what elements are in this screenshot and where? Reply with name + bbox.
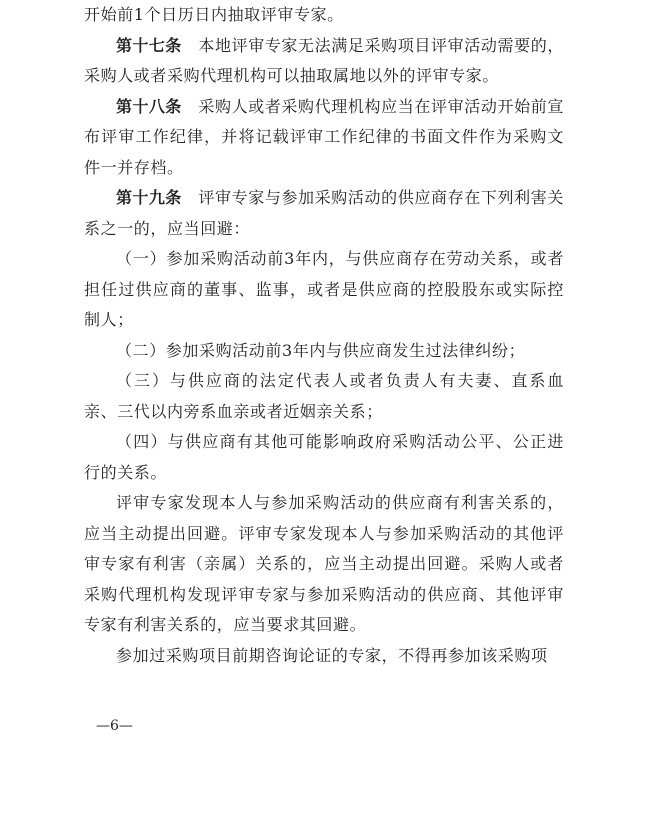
paragraph-text: （四）与供应商有其他可能影响政府采购活动公平、公正进行的关系。	[84, 432, 564, 482]
article-18	[84, 92, 564, 184]
paragraph-text: （一）参加采购活动前3年内，与供应商存在劳动关系，或者担任过供应商的董事、监事，或者是供应商的控股股东或实际控制人；	[84, 249, 564, 329]
article-number: 第十九条	[116, 188, 182, 207]
page-number: —6—	[96, 718, 133, 734]
article-number: 第十八条	[116, 96, 182, 116]
paragraph-recusal	[84, 488, 564, 641]
article-19	[84, 183, 564, 244]
paragraph-text: 采购人或者采购代理机构应当在评审活动开始前宣布评审工作纪律，并将记载评审工作纪律的书面文件作为采购文件一并存档。	[84, 96, 564, 177]
list-item-2	[84, 336, 564, 367]
list-item-4	[84, 427, 564, 488]
body-text	[84, 0, 564, 671]
paragraph-text: （三）与供应商的法定代表人或者负责人有夫妻、直系血亲、三代以内旁系血亲或者近姻亲关系；	[84, 371, 564, 421]
paragraph-consulting-experts	[84, 641, 564, 672]
article-17	[84, 31, 564, 92]
list-item-3	[84, 366, 564, 427]
list-item-1	[84, 244, 564, 336]
paragraph-text: 本地评审专家无法满足采购项目评审活动需要的，采购人或者采购代理机构可以抽取属地以外的评审专家。	[84, 35, 564, 85]
paragraph-text: 开始前1个日历日内抽取评审专家。	[84, 5, 344, 24]
paragraph-text: 评审专家发现本人与参加采购活动的供应商有利害关系的，应当主动提出回避。评审专家发现本人与参加采购活动的其他评审专家有利害（亲属）关系的，应当主动提出回避。采购人或者采购代理机构发现评审专家与参加采购活动的供应商、其他评审专家有利害关系的，应当要求其回避。	[84, 493, 564, 634]
paragraph-text: （二）参加采购活动前3年内与供应商发生过法律纠纷；	[116, 340, 526, 360]
article-number: 第十七条	[116, 35, 182, 55]
paragraph-text: 评审专家与参加采购活动的供应商存在下列利害关系之一的，应当回避：	[84, 188, 564, 238]
paragraph-continuation	[84, 0, 564, 31]
paragraph-text: 参加过采购项目前期咨询论证的专家，不得再参加该采购项	[116, 645, 548, 665]
